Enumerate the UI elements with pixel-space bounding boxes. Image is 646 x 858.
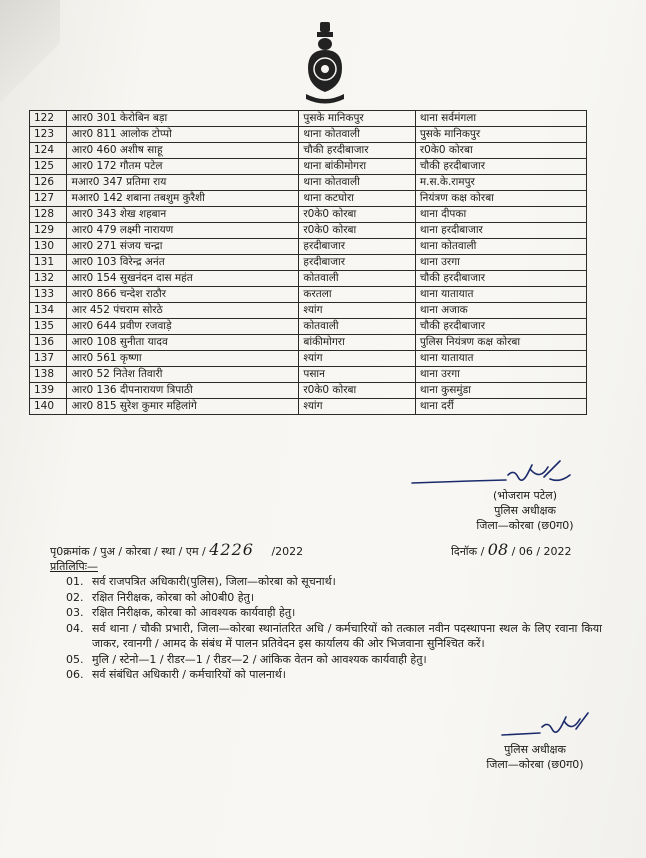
list-item-number: 03. — [66, 606, 84, 619]
to-posting-cell: चौकी हरदीबाजार — [415, 159, 586, 175]
list-item — [66, 652, 602, 668]
list-item — [66, 605, 602, 621]
table-row — [30, 319, 587, 335]
table-row — [30, 303, 587, 319]
serial-cell: 134 — [30, 303, 67, 319]
list-item-text: सर्व थाना / चौकी प्रभारी, जिला—कोरबा स्थानांतरित अधि / कर्मचारियों को तत्काल नवीन पदस्थापना स्थल के लिए रवाना किया जाकर, रवानगी / आमद के संबंध में पालन प्रतिवेदन इस कार्यालय की ओर भिजवाना सुनिश्चित करें। — [92, 621, 602, 650]
list-item-number: 04. — [66, 621, 84, 635]
serial-cell: 139 — [30, 383, 67, 399]
table-row — [30, 287, 587, 303]
name-cell: आर0 644 प्रवीण रजवाड़े — [67, 319, 299, 335]
name-cell: आर0 479 लक्ष्मी नारायण — [67, 223, 299, 239]
name-cell: आर0 108 सुनीता यादव — [67, 335, 299, 351]
from-posting-cell: थाना कोतवाली — [299, 127, 415, 143]
from-posting-cell: श्यांग — [299, 303, 415, 319]
name-cell: मआर0 347 प्रतिमा राय — [67, 175, 299, 191]
from-posting-cell: करतला — [299, 287, 415, 303]
list-item — [66, 621, 602, 652]
name-cell: आर0 811 आलोक टोप्पो — [67, 127, 299, 143]
to-posting-cell: पुसके मानिकपुर — [415, 127, 586, 143]
list-item — [66, 574, 602, 590]
name-cell: आर0 136 दीपनारायण त्रिपाठी — [67, 383, 299, 399]
signatory-block — [455, 488, 595, 533]
from-posting-cell: बांकीमोगरा — [299, 335, 415, 351]
table-row — [30, 383, 587, 399]
serial-cell: 135 — [30, 319, 67, 335]
name-cell: आर0 343 शेख शहबान — [67, 207, 299, 223]
signatory-designation: पुलिस अधीक्षक — [504, 743, 566, 756]
serial-cell: 126 — [30, 175, 67, 191]
table-row — [30, 239, 587, 255]
name-cell: आर0 154 सुखनंदन दास महंत — [67, 271, 299, 287]
transfer-table — [29, 110, 587, 415]
from-posting-cell: थाना कोतवाली — [299, 175, 415, 191]
to-posting-cell: म.स.के.रामपुर — [415, 175, 586, 191]
from-posting-cell: कोतवाली — [299, 319, 415, 335]
copy-list — [66, 574, 602, 683]
to-posting-cell: थाना कोतवाली — [415, 239, 586, 255]
name-cell: आर0 561 कृष्णा — [67, 351, 299, 367]
serial-cell: 132 — [30, 271, 67, 287]
from-posting-cell: चौकी हरदीबाजार — [299, 143, 415, 159]
list-item-text: सर्व संबंधित अधिकारी / कर्मचारियों को पालनार्थ। — [92, 668, 286, 681]
to-posting-cell: नियंत्रण कक्ष कोरबा — [415, 191, 586, 207]
signatory-designation: पुलिस अधीक्षक — [494, 504, 556, 517]
from-posting-cell: कोतवाली — [299, 271, 415, 287]
to-posting-cell: थाना यातायात — [415, 351, 586, 367]
table-row — [30, 223, 587, 239]
serial-cell: 131 — [30, 255, 67, 271]
list-item-text: सर्व राजपत्रित अधिकारी(पुलिस), जिला—कोरबा को सूचनार्थ। — [92, 575, 336, 588]
from-posting-cell: श्यांग — [299, 399, 415, 415]
to-posting-cell: पुलिस नियंत्रण कक्ष कोरबा — [415, 335, 586, 351]
name-cell: आर0 271 संजय चन्द्रा — [67, 239, 299, 255]
from-posting-cell: हरदीबाजार — [299, 239, 415, 255]
list-item-number: 05. — [66, 652, 84, 666]
name-cell: आर0 52 नितेश तिवारी — [67, 367, 299, 383]
table-row — [30, 335, 587, 351]
to-posting-cell: थाना कुसमुंडा — [415, 383, 586, 399]
serial-cell: 129 — [30, 223, 67, 239]
date-day: 08 — [487, 540, 509, 559]
to-posting-cell: थाना दर्री — [415, 399, 586, 415]
name-cell: आर0 866 चन्देश राठौर — [67, 287, 299, 303]
table-row — [30, 175, 587, 191]
copy-title: प्रतिलिपिः— — [50, 560, 99, 573]
to-posting-cell: र0के0 कोरबा — [415, 143, 586, 159]
from-posting-cell: पसान — [299, 367, 415, 383]
from-posting-cell: र0के0 कोरबा — [299, 223, 415, 239]
table-row — [30, 351, 587, 367]
table-row — [30, 127, 587, 143]
from-posting-cell: र0के0 कोरबा — [299, 383, 415, 399]
police-emblem-icon — [300, 20, 350, 108]
list-item-number: 06. — [66, 668, 84, 681]
to-posting-cell: चौकी हरदीबाजार — [415, 319, 586, 335]
from-posting-cell: थाना कटघोरा — [299, 191, 415, 207]
serial-cell: 122 — [30, 111, 67, 127]
from-posting-cell: र0के0 कोरबा — [299, 207, 415, 223]
to-posting-cell: थाना हरदीबाजार — [415, 223, 586, 239]
table-row — [30, 143, 587, 159]
name-cell: आर0 103 विरेन्द्र अनंत — [67, 255, 299, 271]
from-posting-cell: श्यांग — [299, 351, 415, 367]
serial-cell: 130 — [30, 239, 67, 255]
list-item-text: रक्षित निरीक्षक, कोरबा को आवश्यक कार्यवाही हेतु। — [92, 606, 296, 619]
name-cell: आर0 815 सुरेश कुमार महिलांगे — [67, 399, 299, 415]
table-row — [30, 159, 587, 175]
signatory-district: जिला—कोरबा (छ0ग0) — [476, 519, 574, 532]
serial-cell: 127 — [30, 191, 67, 207]
signatory-block-footer — [470, 742, 600, 772]
list-item-text: रक्षित निरीक्षक, कोरबा को ओ0बी0 हेतु। — [92, 590, 255, 604]
table-row — [30, 191, 587, 207]
name-cell: आर0 301 केरोबिन बड़ा — [67, 111, 299, 127]
to-posting-cell: थाना उरगा — [415, 367, 586, 383]
serial-cell: 128 — [30, 207, 67, 223]
serial-cell: 137 — [30, 351, 67, 367]
name-cell: आर0 172 गौतम पटेल — [67, 159, 299, 175]
to-posting-cell: थाना उरगा — [415, 255, 586, 271]
date-line — [451, 540, 572, 559]
serial-cell: 138 — [30, 367, 67, 383]
serial-cell: 140 — [30, 399, 67, 415]
table-row — [30, 207, 587, 223]
reference-year: /2022 — [271, 545, 304, 558]
serial-cell: 123 — [30, 127, 67, 143]
name-cell: मआर0 142 शबाना तबशुम कुरैशी — [67, 191, 299, 207]
list-item — [66, 667, 602, 683]
signatory-district: जिला—कोरबा (छ0ग0) — [486, 758, 584, 771]
from-posting-cell: पुसके मानिकपुर — [299, 111, 415, 127]
reference-line — [50, 540, 303, 559]
to-posting-cell: थाना सर्वमंगला — [415, 111, 586, 127]
to-posting-cell: थाना अजाक — [415, 303, 586, 319]
date-rest: / 06 / 2022 — [511, 545, 572, 558]
serial-cell: 133 — [30, 287, 67, 303]
signature-icon — [500, 705, 590, 745]
list-item-number: 01. — [66, 575, 84, 588]
reference-number: 4226 — [209, 540, 254, 559]
table-row — [30, 399, 587, 415]
serial-cell: 136 — [30, 335, 67, 351]
to-posting-cell: थाना दीपका — [415, 207, 586, 223]
name-cell: आर 452 पंचराम सोरठे — [67, 303, 299, 319]
from-posting-cell: हरदीबाजार — [299, 255, 415, 271]
list-item-number: 02. — [66, 590, 84, 604]
reference-prefix: पृ0क्रमांक / पुअ / कोरबा / स्था / एम / — [50, 545, 206, 558]
table-row — [30, 255, 587, 271]
serial-cell: 125 — [30, 159, 67, 175]
table-row — [30, 111, 587, 127]
to-posting-cell: चौकी हरदीबाजार — [415, 271, 586, 287]
table-row — [30, 271, 587, 287]
list-item — [66, 590, 602, 606]
signatory-name: (भोजराम पटेल) — [493, 489, 557, 502]
table-row — [30, 367, 587, 383]
page-fold-shadow — [0, 0, 60, 110]
serial-cell: 124 — [30, 143, 67, 159]
list-item-text: मुलि / स्टेनो—1 / रीडर—1 / रीडर—2 / आंकिक वेतन को आवश्यक कार्यवाही हेतु। — [92, 652, 427, 666]
from-posting-cell: थाना बांकीमोगरा — [299, 159, 415, 175]
name-cell: आर0 460 अशीष साहू — [67, 143, 299, 159]
to-posting-cell: थाना यातायात — [415, 287, 586, 303]
date-label: दिनॉक / — [451, 545, 485, 558]
